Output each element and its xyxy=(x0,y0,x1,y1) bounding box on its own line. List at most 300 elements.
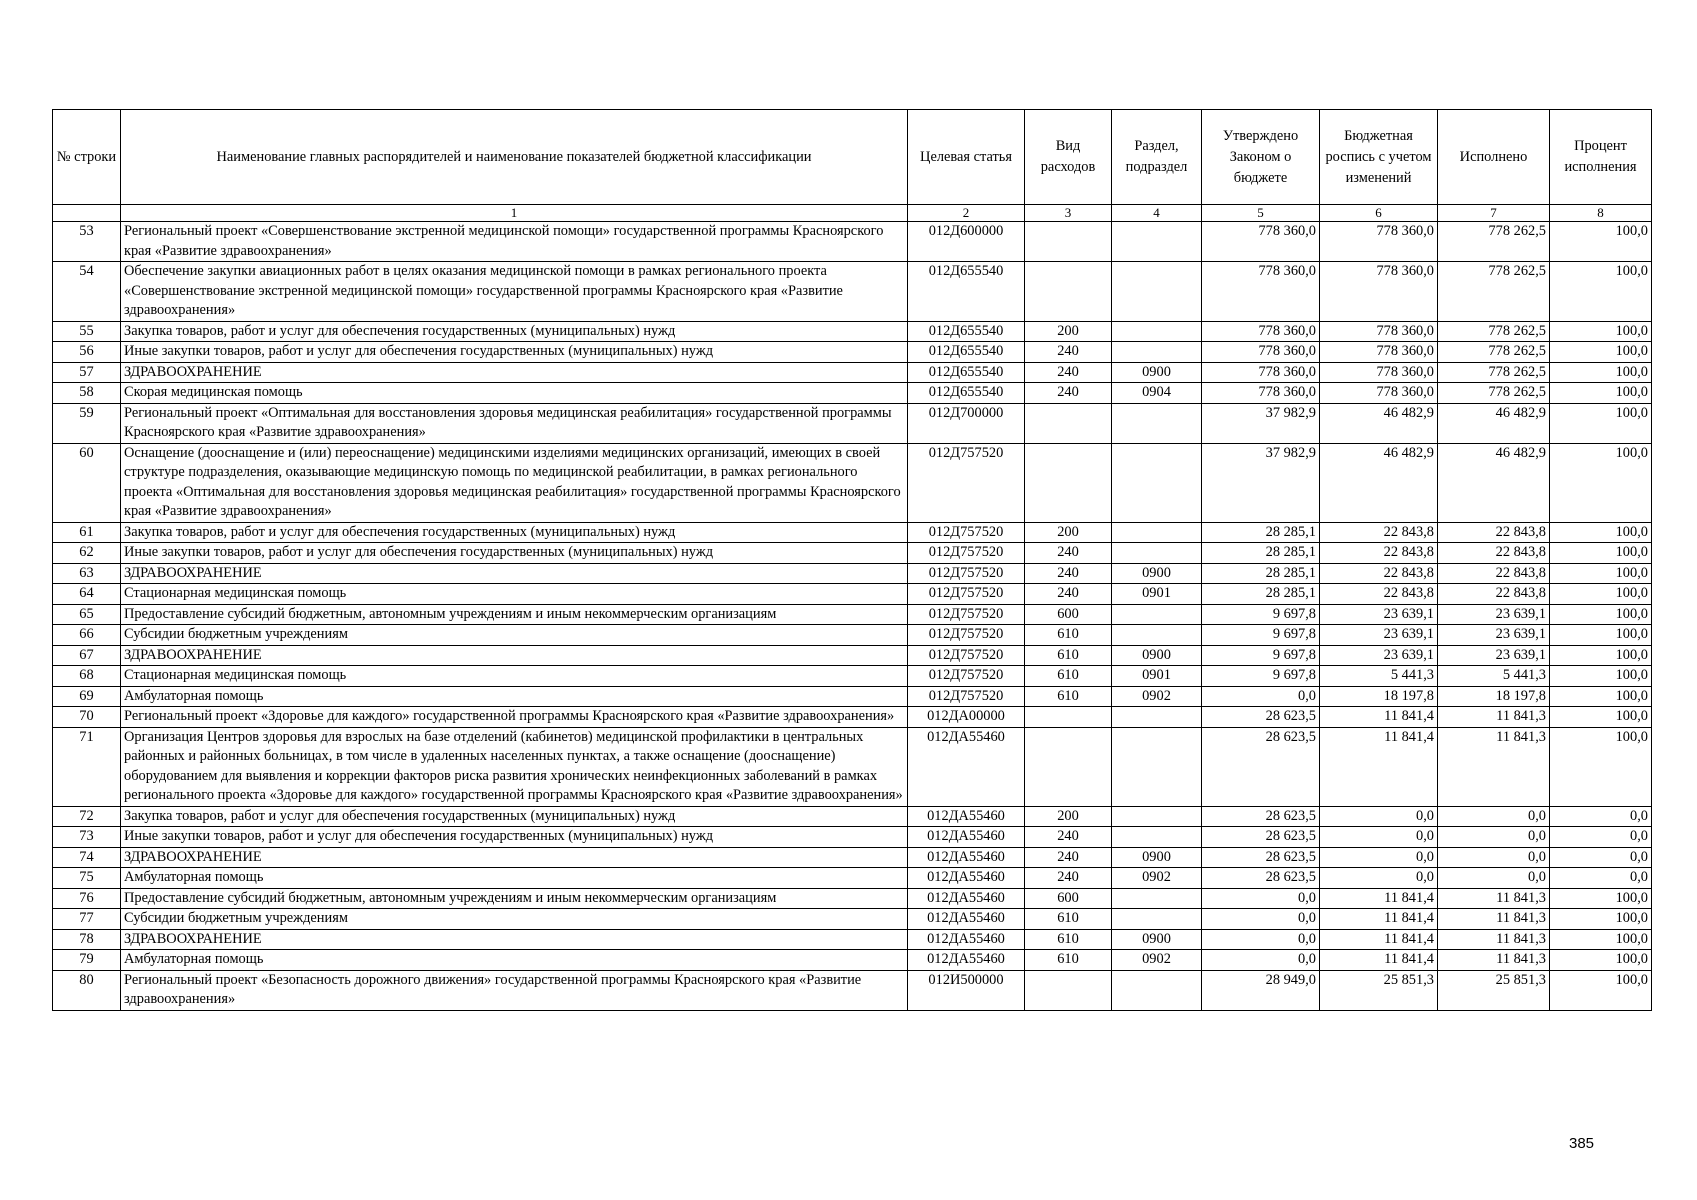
budget-plan-cell: 25 851,3 xyxy=(1320,970,1438,1010)
budget-plan-cell: 23 639,1 xyxy=(1320,604,1438,625)
percent-cell: 100,0 xyxy=(1550,342,1652,363)
table-row xyxy=(53,321,1652,342)
percent-cell: 100,0 xyxy=(1550,543,1652,564)
header-executed: Исполнено xyxy=(1438,110,1550,205)
percent-cell: 100,0 xyxy=(1550,522,1652,543)
table-row xyxy=(53,909,1652,930)
percent-cell: 100,0 xyxy=(1550,666,1652,687)
budget-plan-cell: 778 360,0 xyxy=(1320,362,1438,383)
percent-cell: 100,0 xyxy=(1550,584,1652,605)
executed-cell: 0,0 xyxy=(1438,827,1550,848)
percent-cell: 100,0 xyxy=(1550,929,1652,950)
target-article-cell: 012Д655540 xyxy=(908,321,1025,342)
approved-cell: 0,0 xyxy=(1202,950,1320,971)
approved-cell: 778 360,0 xyxy=(1202,362,1320,383)
budget-plan-cell: 22 843,8 xyxy=(1320,584,1438,605)
name-cell: ЗДРАВООХРАНЕНИЕ xyxy=(121,362,908,383)
row-number-cell: 65 xyxy=(53,604,121,625)
approved-cell: 28 623,5 xyxy=(1202,727,1320,806)
budget-plan-cell: 11 841,4 xyxy=(1320,950,1438,971)
name-cell: Обеспечение закупки авиационных работ в целях оказания медицинской помощи в рамках регионального проекта «Совершенствование экстренной медицинской помощи» государственной программы Красноярского края «Развитие здравоохранения» xyxy=(121,262,908,322)
name-cell: Региональный проект «Безопасность дорожного движения» государственной программы Красноярского края «Развитие здравоохранения» xyxy=(121,970,908,1010)
percent-cell: 100,0 xyxy=(1550,362,1652,383)
name-cell: Региональный проект «Оптимальная для восстановления здоровья медицинская реабилитация» государственной программы Красноярского края «Развитие здравоохранения» xyxy=(121,403,908,443)
table-row xyxy=(53,686,1652,707)
executed-cell: 23 639,1 xyxy=(1438,645,1550,666)
budget-plan-cell: 778 360,0 xyxy=(1320,262,1438,322)
percent-cell: 100,0 xyxy=(1550,383,1652,404)
budget-plan-cell: 0,0 xyxy=(1320,806,1438,827)
name-cell: Амбулаторная помощь xyxy=(121,950,908,971)
target-article-cell: 012Д757520 xyxy=(908,604,1025,625)
column-number xyxy=(53,205,121,222)
executed-cell: 25 851,3 xyxy=(1438,970,1550,1010)
executed-cell: 11 841,3 xyxy=(1438,727,1550,806)
section-cell xyxy=(1112,827,1202,848)
row-number-cell: 60 xyxy=(53,443,121,522)
expense-type-cell: 600 xyxy=(1025,604,1112,625)
executed-cell: 46 482,9 xyxy=(1438,403,1550,443)
approved-cell: 0,0 xyxy=(1202,888,1320,909)
name-cell: Региональный проект «Здоровье для каждого» государственной программы Красноярского края «Развитие здравоохранения» xyxy=(121,707,908,728)
header-percent: Процент исполнения xyxy=(1550,110,1652,205)
approved-cell: 778 360,0 xyxy=(1202,321,1320,342)
section-cell xyxy=(1112,604,1202,625)
expense-type-cell: 610 xyxy=(1025,929,1112,950)
executed-cell: 11 841,3 xyxy=(1438,929,1550,950)
row-number-cell: 70 xyxy=(53,707,121,728)
expense-type-cell: 240 xyxy=(1025,563,1112,584)
target-article-cell: 012ДА55460 xyxy=(908,929,1025,950)
section-cell xyxy=(1112,222,1202,262)
executed-cell: 0,0 xyxy=(1438,868,1550,889)
expense-type-cell: 240 xyxy=(1025,362,1112,383)
section-cell: 0901 xyxy=(1112,666,1202,687)
target-article-cell: 012Д600000 xyxy=(908,222,1025,262)
executed-cell: 46 482,9 xyxy=(1438,443,1550,522)
executed-cell: 18 197,8 xyxy=(1438,686,1550,707)
table-row xyxy=(53,522,1652,543)
percent-cell: 100,0 xyxy=(1550,645,1652,666)
executed-cell: 0,0 xyxy=(1438,847,1550,868)
table-row xyxy=(53,262,1652,322)
column-number: 3 xyxy=(1025,205,1112,222)
column-number: 1 xyxy=(121,205,908,222)
row-number-cell: 75 xyxy=(53,868,121,889)
percent-cell: 100,0 xyxy=(1550,970,1652,1010)
name-cell: Иные закупки товаров, работ и услуг для обеспечения государственных (муниципальных) нужд xyxy=(121,827,908,848)
section-cell: 0902 xyxy=(1112,950,1202,971)
section-cell: 0902 xyxy=(1112,686,1202,707)
executed-cell: 11 841,3 xyxy=(1438,950,1550,971)
section-cell xyxy=(1112,321,1202,342)
expense-type-cell: 610 xyxy=(1025,686,1112,707)
executed-cell: 0,0 xyxy=(1438,806,1550,827)
row-number-cell: 55 xyxy=(53,321,121,342)
column-number: 2 xyxy=(908,205,1025,222)
row-number-cell: 67 xyxy=(53,645,121,666)
section-cell xyxy=(1112,403,1202,443)
executed-cell: 11 841,3 xyxy=(1438,888,1550,909)
name-cell: Субсидии бюджетным учреждениям xyxy=(121,625,908,646)
section-cell xyxy=(1112,443,1202,522)
section-cell xyxy=(1112,342,1202,363)
budget-plan-cell: 5 441,3 xyxy=(1320,666,1438,687)
row-number-cell: 58 xyxy=(53,383,121,404)
name-cell: Закупка товаров, работ и услуг для обеспечения государственных (муниципальных) нужд xyxy=(121,806,908,827)
row-number-cell: 77 xyxy=(53,909,121,930)
budget-plan-cell: 11 841,4 xyxy=(1320,909,1438,930)
table-body xyxy=(53,222,1652,1011)
section-cell xyxy=(1112,909,1202,930)
expense-type-cell: 240 xyxy=(1025,847,1112,868)
expense-type-cell: 240 xyxy=(1025,383,1112,404)
target-article-cell: 012Д655540 xyxy=(908,383,1025,404)
approved-cell: 778 360,0 xyxy=(1202,342,1320,363)
row-number-cell: 74 xyxy=(53,847,121,868)
target-article-cell: 012Д700000 xyxy=(908,403,1025,443)
name-cell: Организация Центров здоровья для взрослых на базе отделений (кабинетов) медицинской профилактики в центральных районных и районных больницах, в том числе в удаленных населенных пунктах, а также оснащение (дооснащение) оборудованием для выявления и коррекции факторов риска развития хронических неинфекционных заболеваний в рамках регионального проекта «Здоровье для каждого» государственной программы Красноярского края «Развитие здравоохранения» xyxy=(121,727,908,806)
row-number-cell: 80 xyxy=(53,970,121,1010)
executed-cell: 778 262,5 xyxy=(1438,383,1550,404)
budget-execution-table xyxy=(52,109,1652,1011)
row-number-cell: 57 xyxy=(53,362,121,383)
table-row xyxy=(53,403,1652,443)
percent-cell: 0,0 xyxy=(1550,868,1652,889)
header-section: Раздел, подраздел xyxy=(1112,110,1202,205)
budget-plan-cell: 23 639,1 xyxy=(1320,645,1438,666)
approved-cell: 28 623,5 xyxy=(1202,868,1320,889)
header-expense-type: Вид расходов xyxy=(1025,110,1112,205)
name-cell: Субсидии бюджетным учреждениям xyxy=(121,909,908,930)
table-row xyxy=(53,868,1652,889)
table-row xyxy=(53,222,1652,262)
executed-cell: 778 262,5 xyxy=(1438,262,1550,322)
percent-cell: 0,0 xyxy=(1550,847,1652,868)
approved-cell: 28 623,5 xyxy=(1202,707,1320,728)
header-budget-plan: Бюджетная роспись с учетом изменений xyxy=(1320,110,1438,205)
table-row xyxy=(53,806,1652,827)
section-cell xyxy=(1112,625,1202,646)
executed-cell: 11 841,3 xyxy=(1438,707,1550,728)
header-row-number: № строки xyxy=(53,110,121,205)
section-cell: 0900 xyxy=(1112,929,1202,950)
table-row xyxy=(53,342,1652,363)
percent-cell: 100,0 xyxy=(1550,888,1652,909)
target-article-cell: 012ДА55460 xyxy=(908,868,1025,889)
executed-cell: 22 843,8 xyxy=(1438,563,1550,584)
name-cell: Оснащение (дооснащение и (или) переоснащение) медицинскими изделиями медицинских организаций, имеющих в своей структуре подразделения, оказывающие медицинскую помощь по медицинской реабилитации, в рамках регионального проекта «Оптимальная для восстановления здоровья медицинская реабилитация» государственной программы Красноярского края «Развитие здравоохранения» xyxy=(121,443,908,522)
name-cell: ЗДРАВООХРАНЕНИЕ xyxy=(121,847,908,868)
budget-plan-cell: 18 197,8 xyxy=(1320,686,1438,707)
table-row xyxy=(53,707,1652,728)
expense-type-cell xyxy=(1025,970,1112,1010)
row-number-cell: 72 xyxy=(53,806,121,827)
row-number-cell: 53 xyxy=(53,222,121,262)
table-row xyxy=(53,727,1652,806)
name-cell: Стационарная медицинская помощь xyxy=(121,584,908,605)
target-article-cell: 012И500000 xyxy=(908,970,1025,1010)
row-number-cell: 61 xyxy=(53,522,121,543)
percent-cell: 0,0 xyxy=(1550,827,1652,848)
approved-cell: 28 623,5 xyxy=(1202,806,1320,827)
expense-type-cell: 610 xyxy=(1025,909,1112,930)
budget-plan-cell: 11 841,4 xyxy=(1320,929,1438,950)
row-number-cell: 64 xyxy=(53,584,121,605)
approved-cell: 28 949,0 xyxy=(1202,970,1320,1010)
table-row xyxy=(53,543,1652,564)
approved-cell: 9 697,8 xyxy=(1202,645,1320,666)
table-row xyxy=(53,362,1652,383)
approved-cell: 778 360,0 xyxy=(1202,262,1320,322)
expense-type-cell: 240 xyxy=(1025,342,1112,363)
table-row xyxy=(53,604,1652,625)
row-number-cell: 66 xyxy=(53,625,121,646)
row-number-cell: 71 xyxy=(53,727,121,806)
target-article-cell: 012ДА00000 xyxy=(908,707,1025,728)
expense-type-cell xyxy=(1025,262,1112,322)
executed-cell: 778 262,5 xyxy=(1438,321,1550,342)
target-article-cell: 012ДА55460 xyxy=(908,847,1025,868)
expense-type-cell xyxy=(1025,222,1112,262)
expense-type-cell: 610 xyxy=(1025,666,1112,687)
row-number-cell: 59 xyxy=(53,403,121,443)
target-article-cell: 012Д655540 xyxy=(908,362,1025,383)
table-row xyxy=(53,563,1652,584)
expense-type-cell xyxy=(1025,727,1112,806)
column-numbering-row xyxy=(53,205,1652,222)
name-cell: Закупка товаров, работ и услуг для обеспечения государственных (муниципальных) нужд xyxy=(121,321,908,342)
section-cell xyxy=(1112,707,1202,728)
target-article-cell: 012Д757520 xyxy=(908,584,1025,605)
executed-cell: 22 843,8 xyxy=(1438,584,1550,605)
section-cell: 0900 xyxy=(1112,362,1202,383)
name-cell: ЗДРАВООХРАНЕНИЕ xyxy=(121,645,908,666)
section-cell: 0902 xyxy=(1112,868,1202,889)
name-cell: ЗДРАВООХРАНЕНИЕ xyxy=(121,563,908,584)
target-article-cell: 012Д757520 xyxy=(908,625,1025,646)
approved-cell: 28 285,1 xyxy=(1202,563,1320,584)
table-row xyxy=(53,666,1652,687)
table-row xyxy=(53,625,1652,646)
executed-cell: 778 262,5 xyxy=(1438,342,1550,363)
section-cell xyxy=(1112,543,1202,564)
row-number-cell: 78 xyxy=(53,929,121,950)
budget-plan-cell: 22 843,8 xyxy=(1320,563,1438,584)
header-name: Наименование главных распорядителей и наименование показателей бюджетной классификации xyxy=(121,110,908,205)
expense-type-cell xyxy=(1025,443,1112,522)
approved-cell: 37 982,9 xyxy=(1202,443,1320,522)
column-number: 8 xyxy=(1550,205,1652,222)
executed-cell: 778 262,5 xyxy=(1438,222,1550,262)
approved-cell: 9 697,8 xyxy=(1202,666,1320,687)
budget-plan-cell: 11 841,4 xyxy=(1320,888,1438,909)
percent-cell: 100,0 xyxy=(1550,321,1652,342)
name-cell: Скорая медицинская помощь xyxy=(121,383,908,404)
budget-plan-cell: 11 841,4 xyxy=(1320,707,1438,728)
approved-cell: 9 697,8 xyxy=(1202,604,1320,625)
executed-cell: 778 262,5 xyxy=(1438,362,1550,383)
budget-plan-cell: 0,0 xyxy=(1320,868,1438,889)
percent-cell: 100,0 xyxy=(1550,604,1652,625)
section-cell: 0904 xyxy=(1112,383,1202,404)
target-article-cell: 012ДА55460 xyxy=(908,950,1025,971)
table-row xyxy=(53,383,1652,404)
table-row xyxy=(53,827,1652,848)
section-cell xyxy=(1112,806,1202,827)
section-cell xyxy=(1112,970,1202,1010)
expense-type-cell: 240 xyxy=(1025,868,1112,889)
budget-plan-cell: 23 639,1 xyxy=(1320,625,1438,646)
name-cell: Стационарная медицинская помощь xyxy=(121,666,908,687)
row-number-cell: 63 xyxy=(53,563,121,584)
row-number-cell: 69 xyxy=(53,686,121,707)
table-row xyxy=(53,929,1652,950)
budget-plan-cell: 778 360,0 xyxy=(1320,342,1438,363)
budget-plan-cell: 46 482,9 xyxy=(1320,443,1438,522)
row-number-cell: 68 xyxy=(53,666,121,687)
approved-cell: 28 285,1 xyxy=(1202,522,1320,543)
table-row xyxy=(53,584,1652,605)
approved-cell: 778 360,0 xyxy=(1202,222,1320,262)
row-number-cell: 54 xyxy=(53,262,121,322)
section-cell xyxy=(1112,888,1202,909)
row-number-cell: 62 xyxy=(53,543,121,564)
row-number-cell: 76 xyxy=(53,888,121,909)
column-number: 7 xyxy=(1438,205,1550,222)
section-cell xyxy=(1112,522,1202,543)
section-cell xyxy=(1112,727,1202,806)
approved-cell: 28 623,5 xyxy=(1202,847,1320,868)
approved-cell: 28 285,1 xyxy=(1202,543,1320,564)
budget-plan-cell: 0,0 xyxy=(1320,847,1438,868)
table-row xyxy=(53,645,1652,666)
name-cell: Иные закупки товаров, работ и услуг для обеспечения государственных (муниципальных) нужд xyxy=(121,543,908,564)
target-article-cell: 012Д757520 xyxy=(908,563,1025,584)
percent-cell: 100,0 xyxy=(1550,625,1652,646)
column-number: 6 xyxy=(1320,205,1438,222)
table-row xyxy=(53,950,1652,971)
budget-plan-cell: 46 482,9 xyxy=(1320,403,1438,443)
target-article-cell: 012ДА55460 xyxy=(908,806,1025,827)
executed-cell: 11 841,3 xyxy=(1438,909,1550,930)
percent-cell: 100,0 xyxy=(1550,727,1652,806)
approved-cell: 9 697,8 xyxy=(1202,625,1320,646)
name-cell: Амбулаторная помощь xyxy=(121,868,908,889)
table-row xyxy=(53,847,1652,868)
expense-type-cell xyxy=(1025,403,1112,443)
name-cell: Закупка товаров, работ и услуг для обеспечения государственных (муниципальных) нужд xyxy=(121,522,908,543)
expense-type-cell: 200 xyxy=(1025,522,1112,543)
row-number-cell: 73 xyxy=(53,827,121,848)
target-article-cell: 012Д757520 xyxy=(908,666,1025,687)
approved-cell: 28 623,5 xyxy=(1202,827,1320,848)
expense-type-cell: 600 xyxy=(1025,888,1112,909)
table-header-row xyxy=(53,110,1652,205)
name-cell: Региональный проект «Совершенствование экстренной медицинской помощи» государственной программы Красноярского края «Развитие здравоохранения» xyxy=(121,222,908,262)
approved-cell: 0,0 xyxy=(1202,929,1320,950)
target-article-cell: 012ДА55460 xyxy=(908,909,1025,930)
name-cell: Предоставление субсидий бюджетным, автономным учреждениям и иным некоммерческим организациям xyxy=(121,604,908,625)
expense-type-cell: 610 xyxy=(1025,625,1112,646)
percent-cell: 100,0 xyxy=(1550,909,1652,930)
budget-plan-cell: 0,0 xyxy=(1320,827,1438,848)
budget-plan-cell: 11 841,4 xyxy=(1320,727,1438,806)
column-number: 5 xyxy=(1202,205,1320,222)
percent-cell: 100,0 xyxy=(1550,563,1652,584)
header-target-article: Целевая статья xyxy=(908,110,1025,205)
budget-plan-cell: 778 360,0 xyxy=(1320,222,1438,262)
column-number: 4 xyxy=(1112,205,1202,222)
budget-plan-cell: 22 843,8 xyxy=(1320,543,1438,564)
approved-cell: 0,0 xyxy=(1202,686,1320,707)
budget-plan-cell: 22 843,8 xyxy=(1320,522,1438,543)
percent-cell: 0,0 xyxy=(1550,806,1652,827)
expense-type-cell: 610 xyxy=(1025,645,1112,666)
target-article-cell: 012Д655540 xyxy=(908,262,1025,322)
budget-plan-cell: 778 360,0 xyxy=(1320,383,1438,404)
page-number: 385 xyxy=(1569,1135,1595,1152)
section-cell xyxy=(1112,262,1202,322)
expense-type-cell: 240 xyxy=(1025,584,1112,605)
percent-cell: 100,0 xyxy=(1550,222,1652,262)
percent-cell: 100,0 xyxy=(1550,262,1652,322)
percent-cell: 100,0 xyxy=(1550,403,1652,443)
table-row xyxy=(53,443,1652,522)
executed-cell: 22 843,8 xyxy=(1438,522,1550,543)
target-article-cell: 012ДА55460 xyxy=(908,827,1025,848)
percent-cell: 100,0 xyxy=(1550,707,1652,728)
executed-cell: 22 843,8 xyxy=(1438,543,1550,564)
approved-cell: 37 982,9 xyxy=(1202,403,1320,443)
executed-cell: 23 639,1 xyxy=(1438,604,1550,625)
section-cell: 0900 xyxy=(1112,645,1202,666)
row-number-cell: 56 xyxy=(53,342,121,363)
approved-cell: 28 285,1 xyxy=(1202,584,1320,605)
target-article-cell: 012Д757520 xyxy=(908,645,1025,666)
executed-cell: 23 639,1 xyxy=(1438,625,1550,646)
expense-type-cell: 240 xyxy=(1025,543,1112,564)
percent-cell: 100,0 xyxy=(1550,443,1652,522)
target-article-cell: 012Д757520 xyxy=(908,543,1025,564)
name-cell: Предоставление субсидий бюджетным, автономным учреждениям и иным некоммерческим организациям xyxy=(121,888,908,909)
executed-cell: 5 441,3 xyxy=(1438,666,1550,687)
target-article-cell: 012ДА55460 xyxy=(908,888,1025,909)
expense-type-cell: 200 xyxy=(1025,806,1112,827)
name-cell: Амбулаторная помощь xyxy=(121,686,908,707)
table-row xyxy=(53,970,1652,1010)
table-row xyxy=(53,888,1652,909)
name-cell: ЗДРАВООХРАНЕНИЕ xyxy=(121,929,908,950)
budget-plan-cell: 778 360,0 xyxy=(1320,321,1438,342)
expense-type-cell: 200 xyxy=(1025,321,1112,342)
section-cell: 0901 xyxy=(1112,584,1202,605)
row-number-cell: 79 xyxy=(53,950,121,971)
section-cell: 0900 xyxy=(1112,847,1202,868)
section-cell: 0900 xyxy=(1112,563,1202,584)
approved-cell: 0,0 xyxy=(1202,909,1320,930)
expense-type-cell xyxy=(1025,707,1112,728)
target-article-cell: 012Д757520 xyxy=(908,522,1025,543)
approved-cell: 778 360,0 xyxy=(1202,383,1320,404)
expense-type-cell: 610 xyxy=(1025,950,1112,971)
target-article-cell: 012ДА55460 xyxy=(908,727,1025,806)
name-cell: Иные закупки товаров, работ и услуг для обеспечения государственных (муниципальных) нужд xyxy=(121,342,908,363)
header-approved: Утверждено Законом о бюджете xyxy=(1202,110,1320,205)
percent-cell: 100,0 xyxy=(1550,950,1652,971)
expense-type-cell: 240 xyxy=(1025,827,1112,848)
target-article-cell: 012Д655540 xyxy=(908,342,1025,363)
